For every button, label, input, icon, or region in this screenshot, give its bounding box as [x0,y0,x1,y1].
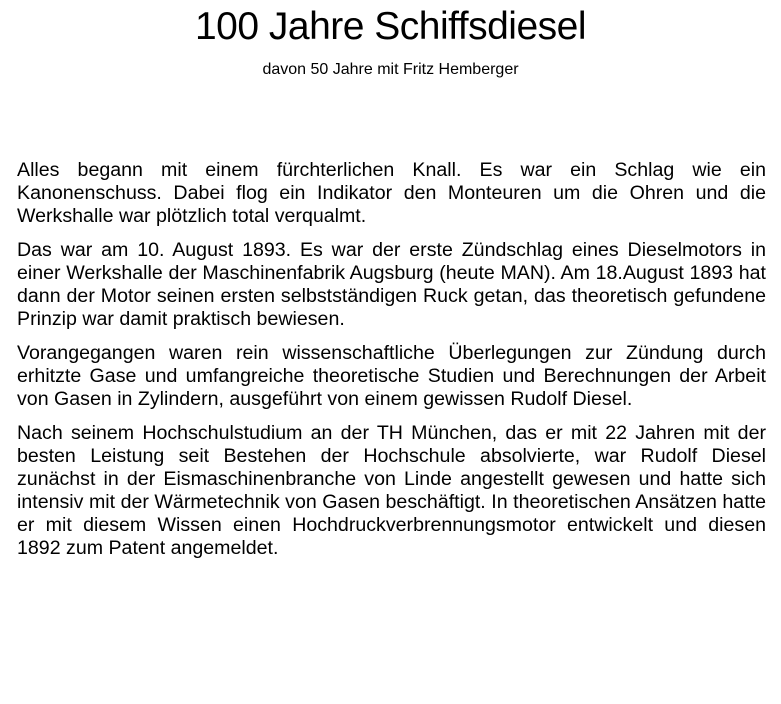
paragraph-1: Alles begann mit einem fürchterlichen Knall. Es war ein Schlag wie ein Kanonenschuss. Dabei flog ein Indikator den Monteuren um die Ohren und die Werkshalle war plötzlich total verqualmt. [17,159,766,227]
paragraph-3: Vorangegangen waren rein wissenschaftliche Überlegungen zur Zündung durch erhitzte Gase und umfangreiche theoretische Studien und Berechnungen der Arbeit von Gasen in Zylindern, ausgeführt von einem gewissen Rudolf Diesel. [17,342,766,410]
article-body [17,159,766,560]
page-subtitle: davon 50 Jahre mit Fritz Hemberger [262,61,519,78]
paragraph-2: Das war am 10. August 1893. Es war der erste Zündschlag eines Dieselmotors in einer Werkshalle der Maschinenfabrik Augsburg (heute MAN). Am 18.August 1893 hat dann der Motor seinen ersten selbstständigen Ruck getan, das theoretisch gefundene Prinzip war damit praktisch bewiesen. [17,239,766,330]
paragraph-4: Nach seinem Hochschulstudium an der TH München, das er mit 22 Jahren mit der besten Leistung seit Bestehen der Hochschule absolvierte, war Rudolf Diesel zunächst in der Eismaschinenbranche von Linde angestellt gewesen und hatte sich intensiv mit der Wärmetechnik von Gasen beschäftigt. In theoretischen Ansätzen hatte er mit diesem Wissen einen Hochdruckverbrennungsmotor entwickelt und diesen 1892 zum Patent angemeldet. [17,422,766,559]
page-title: 100 Jahre Schiffsdiesel [194,5,587,48]
